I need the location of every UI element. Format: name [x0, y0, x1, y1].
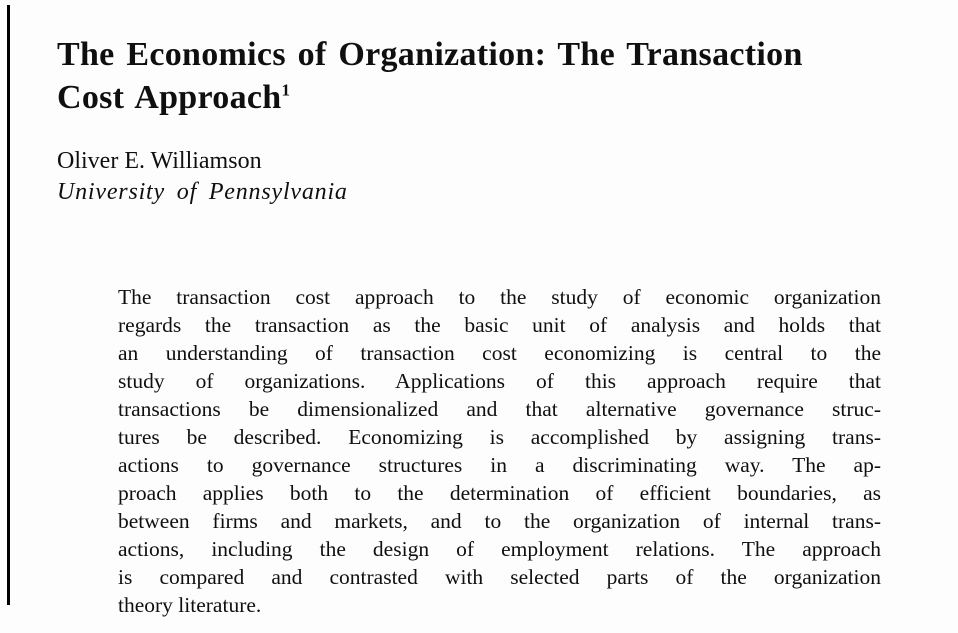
title-line-2 — [57, 76, 803, 119]
abstract-line: The transaction cost approach to the study of economic organization — [118, 285, 881, 309]
abstract-line: regards the transaction as the basic unit of analysis and holds that — [118, 313, 881, 337]
abstract — [118, 283, 881, 619]
article-title — [57, 33, 803, 119]
abstract-line: is compared and contrasted with selected parts of the organization — [118, 565, 881, 589]
abstract-line: between firms and markets, and to the organization of internal trans- — [118, 509, 881, 533]
title-line-1: The Economics of Organization: The Transaction — [57, 36, 803, 73]
title-line-2-text: Cost Approach — [57, 79, 282, 116]
abstract-line: study of organizations. Applications of this approach require that — [118, 369, 881, 393]
abstract-line: actions to governance structures in a discriminating way. The ap- — [118, 453, 881, 477]
abstract-line: proach applies both to the determination of efficient boundaries, as — [118, 481, 881, 505]
footnote-marker: 1 — [281, 80, 291, 100]
abstract-line: transactions be dimensionalized and that alternative governance struc- — [118, 397, 881, 421]
abstract-line: tures be described. Economizing is accomplished by assigning trans- — [118, 425, 881, 449]
abstract-line: theory literature. — [118, 593, 262, 617]
author-affiliation: University of Pennsylvania — [57, 179, 348, 205]
scan-edge-line — [7, 5, 10, 605]
byline — [57, 146, 348, 208]
abstract-line: an understanding of transaction cost economizing is central to the — [118, 341, 881, 365]
author-name: Oliver E. Williamson — [57, 148, 262, 174]
abstract-line: actions, including the design of employment relations. The approach — [118, 537, 881, 561]
